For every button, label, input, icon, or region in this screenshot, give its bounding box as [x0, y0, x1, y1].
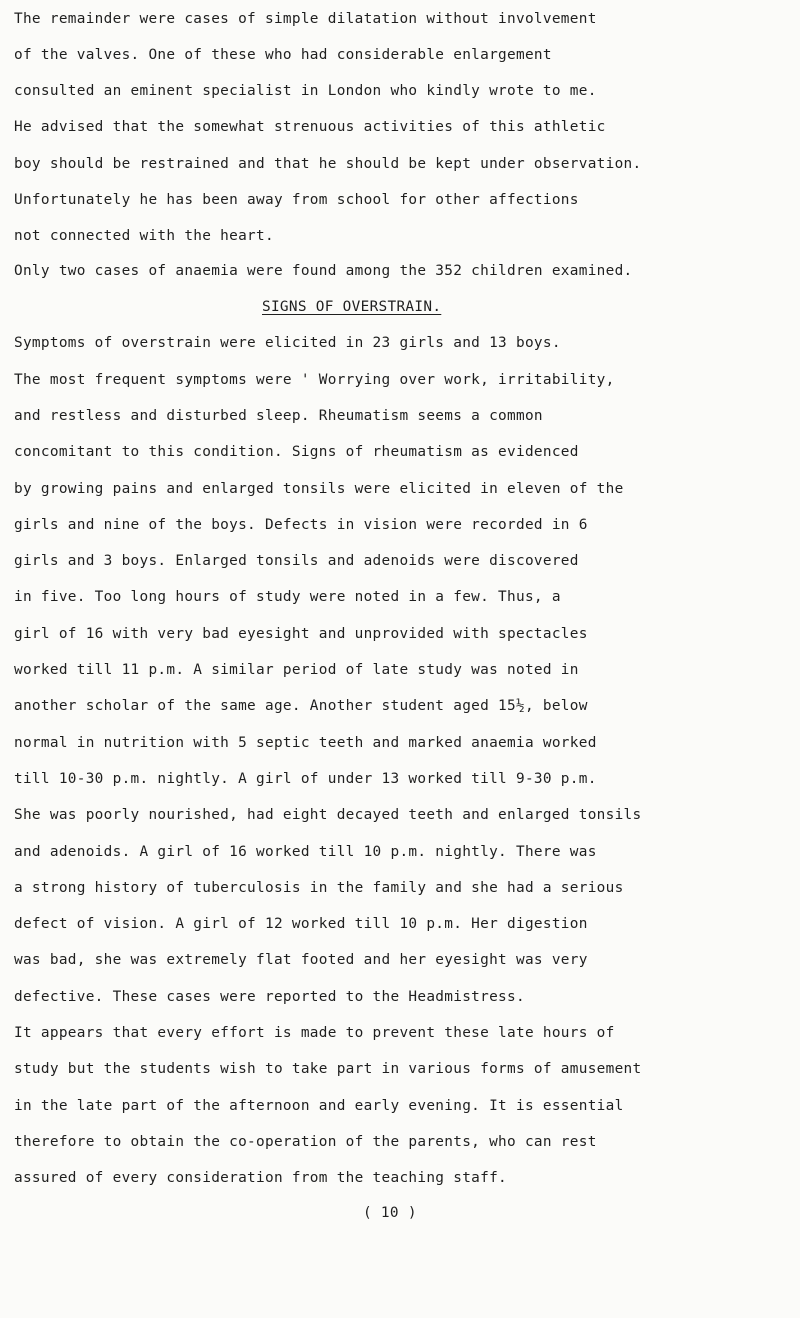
text-line: defect of vision. A girl of 12 worked till 10 p.m. Her digestion — [14, 916, 588, 932]
text-line: boy should be restrained and that he should be kept under observation. — [14, 156, 642, 172]
text-line: The most frequent symptoms were ' Worrying over work, irritability, — [14, 372, 615, 388]
text-line: It appears that every effort is made to prevent these late hours of — [14, 1025, 615, 1041]
text-line: girl of 16 with very bad eyesight and unprovided with spectacles — [14, 626, 588, 642]
text-line: not connected with the heart. — [14, 228, 274, 244]
text-line: She was poorly nourished, had eight decayed teeth and enlarged tonsils — [14, 807, 642, 823]
text-line: Unfortunately he has been away from school for other affections — [14, 192, 579, 208]
text-line: Symptoms of overstrain were elicited in 23 girls and 13 boys. — [14, 335, 561, 351]
text-line: assured of every consideration from the teaching staff. — [14, 1170, 508, 1186]
text-line: consulted an eminent specialist in London who kindly wrote to me. — [14, 83, 597, 99]
text-line: Only two cases of anaemia were found among the 352 children examined. — [14, 263, 633, 279]
text-line: concomitant to this condition. Signs of rheumatism as evidenced — [14, 444, 579, 460]
page-number: ( 10 ) — [363, 1205, 417, 1221]
text-line: another scholar of the same age. Another student aged 15½, below — [14, 698, 588, 714]
text-line: therefore to obtain the co-operation of the parents, who can rest — [14, 1134, 597, 1150]
text-line: in the late part of the afternoon and early evening. It is essential — [14, 1098, 624, 1114]
text-line: defective. These cases were reported to the Headmistress. — [14, 989, 525, 1005]
text-line: normal in nutrition with 5 septic teeth and marked anaemia worked — [14, 735, 597, 751]
text-line: and restless and disturbed sleep. Rheumatism seems a common — [14, 408, 543, 424]
text-line: The remainder were cases of simple dilatation without involvement — [14, 11, 597, 27]
text-line: in five. Too long hours of study were noted in a few. Thus, a — [14, 589, 561, 605]
text-line: and adenoids. A girl of 16 worked till 10 p.m. nightly. There was — [14, 844, 597, 860]
text-line: girls and nine of the boys. Defects in vision were recorded in 6 — [14, 517, 588, 533]
text-line: worked till 11 p.m. A similar period of late study was noted in — [14, 662, 579, 678]
text-line: girls and 3 boys. Enlarged tonsils and adenoids were discovered — [14, 553, 579, 569]
text-line: a strong history of tuberculosis in the family and she had a serious — [14, 880, 624, 896]
text-line: of the valves. One of these who had considerable enlargement — [14, 47, 552, 63]
text-line: was bad, she was extremely flat footed and her eyesight was very — [14, 952, 588, 968]
text-line: till 10-30 p.m. nightly. A girl of under 13 worked till 9-30 p.m. — [14, 771, 597, 787]
text-line: He advised that the somewhat strenuous activities of this athletic — [14, 119, 606, 135]
text-line: study but the students wish to take part in various forms of amusement — [14, 1061, 642, 1077]
text-line: by growing pains and enlarged tonsils were elicited in eleven of the — [14, 481, 624, 497]
section-heading: SIGNS OF OVERSTRAIN. — [262, 299, 442, 315]
